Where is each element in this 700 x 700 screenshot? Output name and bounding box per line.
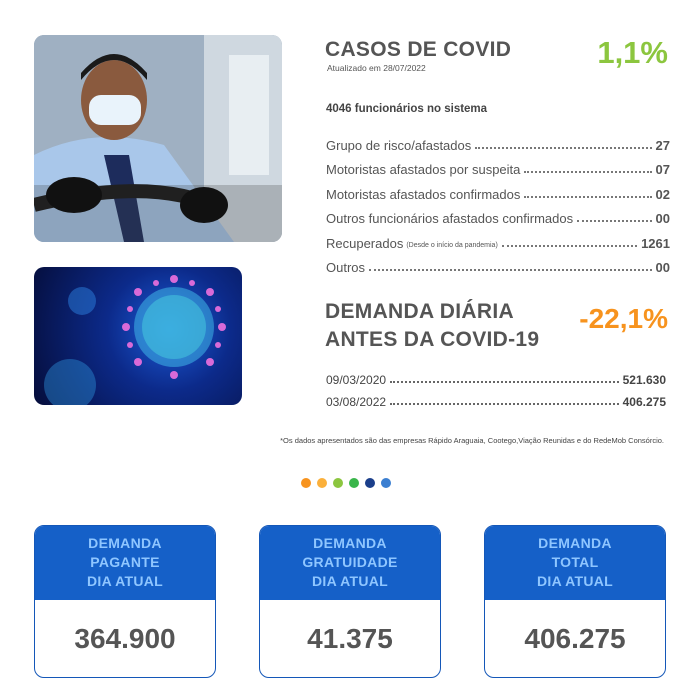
date-value: 406.275 [622, 395, 666, 409]
bus-driver-photo [34, 35, 282, 242]
stat-label: Grupo de risco/afastados [326, 137, 472, 153]
stat-label: Recuperados [326, 235, 404, 251]
dot-leader [524, 171, 651, 173]
dot-leader [369, 269, 652, 271]
stat-row [326, 251, 670, 276]
card-title-line: DEMANDA [538, 535, 612, 551]
card-title-line: DIA ATUAL [536, 573, 614, 589]
pager-dot[interactable] [381, 478, 391, 488]
dot-leader [577, 220, 651, 222]
dot-leader [524, 196, 651, 198]
stat-note: (Desde o início da pandemia) [406, 241, 498, 249]
stat-value: 00 [655, 211, 670, 226]
stat-row [326, 177, 670, 202]
stat-value: 1261 [641, 235, 670, 251]
carousel-pager [301, 478, 391, 488]
card-title-line: PAGANTE [90, 554, 160, 570]
card-header [35, 526, 215, 600]
stat-label: Motoristas afastados por suspeita [326, 162, 521, 177]
dot-leader [390, 403, 619, 405]
pager-dot[interactable] [301, 478, 311, 488]
card-title-line: DIA ATUAL [311, 573, 389, 589]
stat-label: Outros [326, 260, 366, 275]
employees-count: 4046 funcionários no sistema [326, 103, 488, 115]
pager-dot[interactable] [317, 478, 327, 488]
demand-percentage: -22,1% [579, 303, 668, 334]
demand-dates-list [326, 365, 666, 409]
stat-row [326, 226, 670, 251]
stat-label: Outros funcionários afastados confirmados [326, 211, 574, 226]
date-row [326, 387, 666, 409]
stat-row [326, 202, 670, 227]
card-header [485, 526, 665, 600]
date-label: 09/03/2020 [326, 373, 387, 387]
stat-row [326, 128, 670, 153]
card-value: 364.900 [74, 622, 176, 654]
daily-demand-title-line2: ANTES DA COVID-19 [325, 328, 540, 351]
card-total-demand [484, 525, 666, 678]
covid-percentage: 1,1% [597, 35, 668, 70]
stat-value: 02 [655, 186, 670, 202]
card-value: 41.375 [307, 622, 393, 654]
card-title-line: DIA ATUAL [86, 573, 164, 589]
dot-leader [390, 381, 619, 383]
stat-value: 27 [655, 137, 670, 153]
date-label: 03/08/2022 [326, 395, 387, 409]
stat-label: Motoristas afastados confirmados [326, 186, 521, 202]
card-title-line: DEMANDA [313, 535, 387, 551]
card-paying-demand [34, 525, 216, 678]
daily-demand-title [325, 298, 539, 354]
data-source-footnote: *Os dados apresentados são das empresas Rápido Araguaia, Cootego,Viação Reunidas e do RedeMob Consórcio. [280, 436, 664, 445]
card-title-line: TOTAL [551, 554, 599, 570]
stat-value: 00 [655, 260, 670, 275]
stat-value: 07 [655, 162, 670, 177]
coronavirus-image [34, 267, 242, 405]
card-title-line: DEMANDA [88, 535, 162, 551]
card-free-demand [259, 525, 441, 678]
dot-leader [502, 245, 637, 247]
updated-date: Atualizado em 28/07/2022 [327, 63, 426, 73]
covid-cases-title: CASOS DE COVID [325, 38, 512, 61]
card-title-line: GRATUIDADE [302, 554, 398, 570]
pager-dot[interactable] [365, 478, 375, 488]
daily-demand-title-line1: DEMANDA DIÁRIA [325, 300, 514, 323]
stat-row [326, 153, 670, 178]
card-value: 406.275 [524, 622, 626, 654]
pager-dot[interactable] [349, 478, 359, 488]
date-row [326, 365, 666, 387]
card-header [260, 526, 440, 600]
covid-stats-list [326, 128, 670, 275]
dot-leader [475, 147, 651, 149]
pager-dot[interactable] [333, 478, 343, 488]
date-value: 521.630 [622, 373, 666, 387]
